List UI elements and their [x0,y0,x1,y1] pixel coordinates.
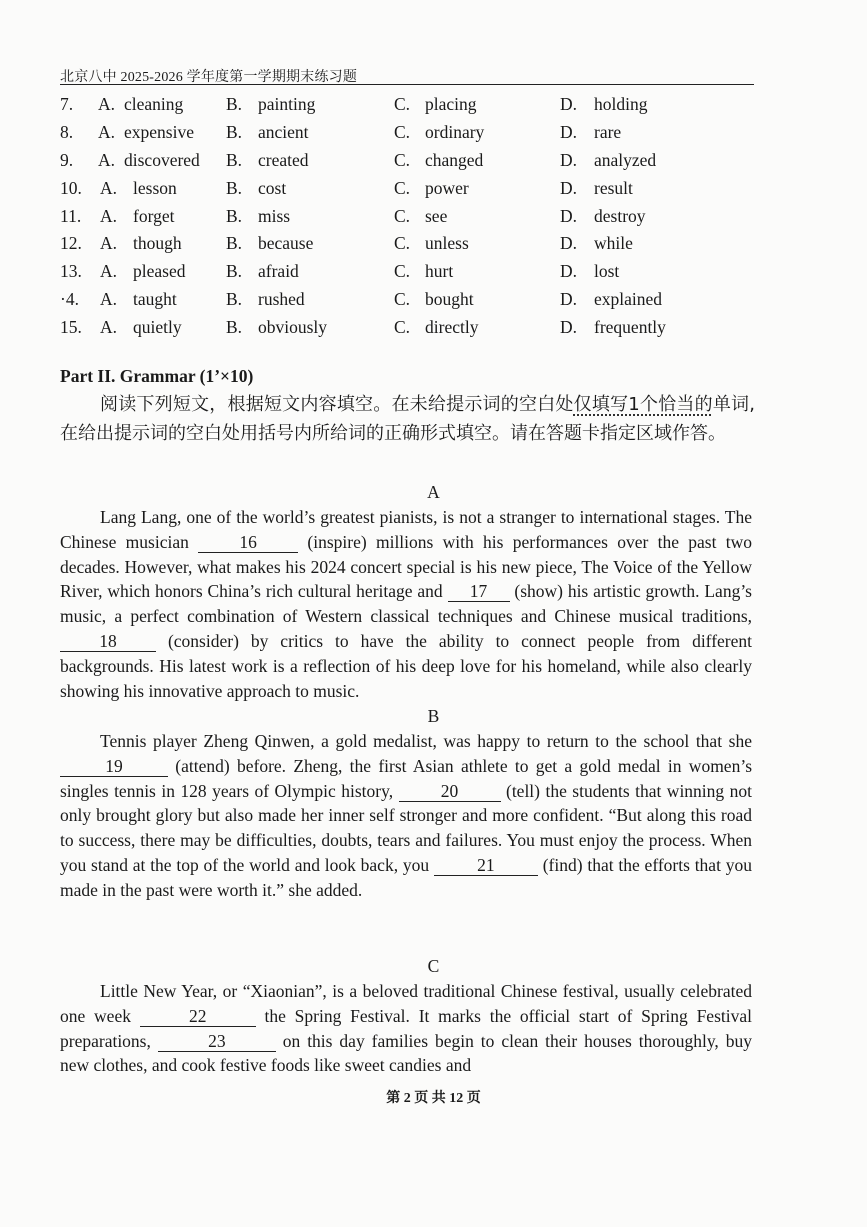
option-d-text: while [594,233,633,254]
option-c-text: placing [425,94,477,114]
option-c-text: bought [425,289,474,310]
option-a-text: forget [133,205,175,226]
question-number: 13. [60,261,82,282]
passage-a-heading: A [427,482,440,502]
page-footer: 第 2 页 共 12 页 [386,1091,481,1106]
option-a-letter: A. [100,317,118,338]
question-number: ·4. [60,289,79,310]
option-d-letter: D. [560,149,578,170]
question-number: 12. [60,233,82,254]
option-b-text: created [258,149,309,170]
option-b-letter: B. [226,94,243,114]
question-number: 9. [60,149,74,170]
option-c-letter: C. [394,94,411,114]
option-b-text: because [258,233,314,254]
option-d-letter: D. [560,94,578,114]
instruction-part-2: 单词,在给出提示词的空白处用括号内所给词的正确形式填空。请在答题卡指定区域作答。 [60,394,755,444]
option-a-text: quietly [133,317,182,338]
passage-a-text [60,505,752,703]
instruction-part-1: 阅读下列短文，根据短文内容填空。在未给提示词的空白处 [100,394,574,415]
option-c-text: power [425,177,469,198]
option-c-text: ordinary [425,121,485,142]
section-instruction [60,390,755,448]
option-a-text: taught [133,289,177,310]
option-b-text: miss [258,205,291,226]
option-d-text: explained [594,289,663,310]
option-a-text: cleaning [124,94,184,114]
blank-20[interactable]: 20 [399,782,501,802]
passage-b-text [60,729,752,903]
section-title: Part II. Grammar (1’×10) [60,366,254,386]
option-row [60,258,760,286]
option-c-text: hurt [425,261,454,282]
option-c-letter: C. [394,205,411,226]
option-b-text: ancient [258,121,309,142]
header-divider [60,84,754,85]
passage-text: (consider) by critics to have the ability to connect people from different backgrounds. His latest work is a reflection of his deep love for his homeland, while also clearly showing his innovative approach to music. [60,630,752,701]
option-d-letter: D. [560,233,578,254]
option-row [60,91,760,119]
passage-text: (show) his artistic growth. Lang’s music, a perfect combination of Western classical techniques and Chinese musical traditions, [60,581,752,627]
instruction-emphasis: 仅填写1个恰当的 [573,394,713,415]
passage-text: (attend) before. Zheng, the first Asian athlete to get a gold medal in women’s singles tennis in 128 years of Olympic history, [60,755,752,801]
option-b-letter: B. [226,177,243,198]
option-a-letter: A. [100,177,118,198]
option-row [60,203,760,231]
blank-18[interactable]: 18 [60,632,156,652]
option-d-letter: D. [560,261,578,282]
passage-text: Lang Lang, one of the world’s greatest pianists, is not a stranger to international stages. The Chinese musician [60,507,752,552]
passage-c-heading: C [427,956,440,976]
question-number: 7. [60,94,74,114]
option-c-letter: C. [394,317,411,338]
option-a-letter: A. [98,149,116,170]
option-d-text: analyzed [594,149,657,170]
question-number: 15. [60,317,82,338]
option-d-text: frequently [594,317,666,338]
option-c-text: see [425,205,448,226]
option-d-letter: D. [560,289,578,310]
option-a-text: expensive [124,121,194,142]
option-a-text: pleased [133,261,186,282]
option-b-letter: B. [226,233,243,254]
option-c-letter: C. [394,121,411,142]
option-row [60,147,760,175]
option-row [60,230,760,258]
passage-text: Tennis player Zheng Qinwen, a gold medalist, was happy to return to the school that she [100,731,752,751]
option-d-text: rare [594,121,622,142]
question-number: 11. [60,205,82,226]
option-a-letter: A. [100,233,118,254]
option-b-text: rushed [258,289,305,310]
option-d-text: lost [594,261,620,282]
passage-b-heading: B [427,706,440,726]
option-c-text: directly [425,317,479,338]
option-c-text: unless [425,233,469,254]
option-b-letter: B. [226,317,243,338]
option-a-letter: A. [100,289,118,310]
option-b-letter: B. [226,149,243,170]
option-a-text: discovered [124,149,200,170]
option-a-letter: A. [100,261,118,282]
question-number: 8. [60,121,74,142]
option-a-text: lesson [133,177,177,198]
option-row [60,175,760,203]
option-b-letter: B. [226,121,243,142]
passage-text: Little New Year, or “Xiaonian”, is a beloved traditional Chinese festival, usually celebrated one week [60,981,752,1026]
question-number: 10. [60,177,82,198]
option-b-text: painting [258,94,316,114]
option-b-text: cost [258,177,287,198]
blank-21[interactable]: 21 [434,856,538,876]
option-c-letter: C. [394,289,411,310]
blank-23[interactable]: 23 [158,1032,276,1052]
option-a-text: though [133,233,182,254]
passage-text: the Spring Festival. It marks the official start of Spring Festival preparations, [60,1005,752,1051]
option-b-letter: B. [226,289,243,310]
page-header: 北京八中 2025-2026 学年度第一学期期末练习题 [60,70,358,85]
option-a-letter: A. [98,94,116,114]
passage-c-text [60,979,752,1078]
blank-22[interactable]: 22 [140,1007,256,1027]
option-d-text: result [594,177,633,198]
option-row [60,314,760,342]
option-d-letter: D. [560,205,578,226]
option-c-text: changed [425,149,484,170]
option-row [60,286,760,314]
blank-16[interactable]: 16 [198,533,298,553]
option-row [60,119,760,147]
blank-19[interactable]: 19 [60,757,168,777]
option-d-text: holding [594,94,648,114]
option-d-letter: D. [560,317,578,338]
option-c-letter: C. [394,177,411,198]
option-c-letter: C. [394,233,411,254]
option-b-letter: B. [226,261,243,282]
option-b-letter: B. [226,205,243,226]
option-a-letter: A. [100,205,118,226]
option-d-text: destroy [594,205,646,226]
option-b-text: afraid [258,261,299,282]
blank-17[interactable]: 17 [448,582,510,602]
option-d-letter: D. [560,177,578,198]
passage-text: on this day families begin to clean their houses thoroughly, buy new clothes, and cook festive foods like sweet candies and [60,1030,752,1076]
passage-text: (find) that the efforts that you made in the past were worth it.” she added. [60,854,752,900]
option-a-letter: A. [98,121,116,142]
option-b-text: obviously [258,317,328,338]
passage-text: (tell) the students that winning not only brought glory but also made her inner self stronger and more confident. “But along this road to success, there may be difficulties, doubts, tears and failures. You must enjoy the process. When you stand at the top of the world and look back, you [60,780,752,875]
option-c-letter: C. [394,261,411,282]
option-c-letter: C. [394,149,411,170]
multiple-choice-options [60,91,760,342]
passage-text: (inspire) millions with his performances over the past two decades. However, what makes his 2024 concert special is his new piece, The Voice of the Yellow River, which honors China’s rich cultural heritage and [60,531,752,602]
option-d-letter: D. [560,121,578,142]
